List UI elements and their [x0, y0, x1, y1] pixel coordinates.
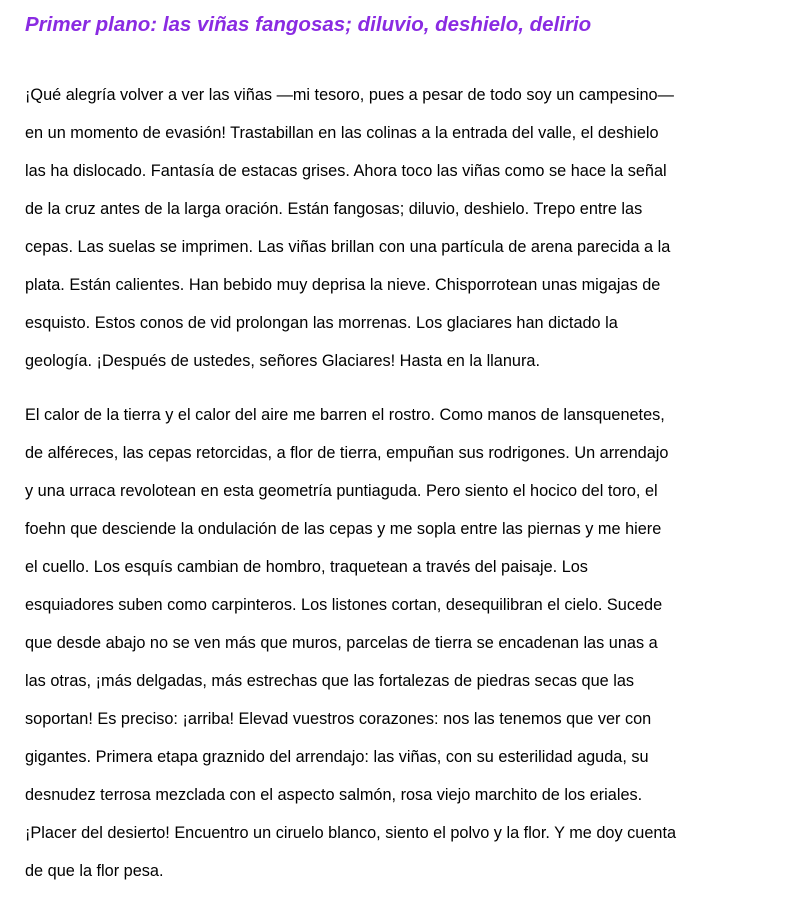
text-line: que desde abajo no se ven más que muros, parcelas de tierra se encadenan las unas a — [25, 634, 658, 652]
text-line: ¡Qué alegría volver a ver las viñas —mi tesoro, pues a pesar de todo soy un campesino— — [25, 86, 674, 104]
text-line: foehn que desciende la ondulación de las cepas y me sopla entre las piernas y me hiere — [25, 520, 662, 538]
paragraph-1 — [25, 76, 787, 380]
text-line: cepas. Las suelas se imprimen. Las viñas brillan con una partícula de arena parecida a la — [25, 238, 671, 256]
text-line: esquisto. Estos conos de vid prolongan las morrenas. Los glaciares han dictado la — [25, 314, 618, 332]
text-line: el cuello. Los esquís cambian de hombro, traquetean a través del paisaje. Los — [25, 558, 588, 576]
text-line: esquiadores suben como carpinteros. Los listones cortan, desequilibran el cielo. Sucede — [25, 596, 663, 614]
text-line: geología. ¡Después de ustedes, señores Glaciares! Hasta en la llanura. — [25, 352, 540, 370]
text-line: gigantes. Primera etapa graznido del arrendajo: las viñas, con su esterilidad aguda, su — [25, 748, 649, 766]
text-line: El calor de la tierra y el calor del aire me barren el rostro. Como manos de lansquenetes, — [25, 406, 665, 424]
text-line: las otras, ¡más delgadas, más estrechas que las fortalezas de piedras secas que las — [25, 672, 635, 690]
text-line: ¡Placer del desierto! Encuentro un ciruelo blanco, siento el polvo y la flor. Y me doy cuenta — [25, 824, 677, 842]
page-title: Primer plano: las viñas fangosas; diluvio, deshielo, delirio — [25, 13, 592, 36]
text-line: desnudez terrosa mezclada con el aspecto salmón, rosa viejo marchito de los eriales. — [25, 786, 643, 804]
text-line: y una urraca revolotean en esta geometría puntiaguda. Pero siento el hocico del toro, el — [25, 482, 658, 500]
text-line: soportan! Es preciso: ¡arriba! Elevad vuestros corazones: nos las tenemos que ver con — [25, 710, 652, 728]
text-line: plata. Están calientes. Han bebido muy deprisa la nieve. Chisporrotean unas migajas de — [25, 276, 661, 294]
text-line: de que la flor pesa. — [25, 862, 164, 880]
text-line: de la cruz antes de la larga oración. Están fangosas; diluvio, deshielo. Trepo entre las — [25, 200, 643, 218]
paragraph-2 — [25, 396, 787, 890]
document-page — [25, 0, 787, 890]
text-line: las ha dislocado. Fantasía de estacas grises. Ahora toco las viñas como se hace la señal — [25, 162, 667, 180]
text-line: de alféreces, las cepas retorcidas, a flor de tierra, empuñan sus rodrigones. Un arrendajo — [25, 444, 669, 462]
text-line: en un momento de evasión! Trastabillan en las colinas a la entrada del valle, el deshielo — [25, 124, 659, 142]
